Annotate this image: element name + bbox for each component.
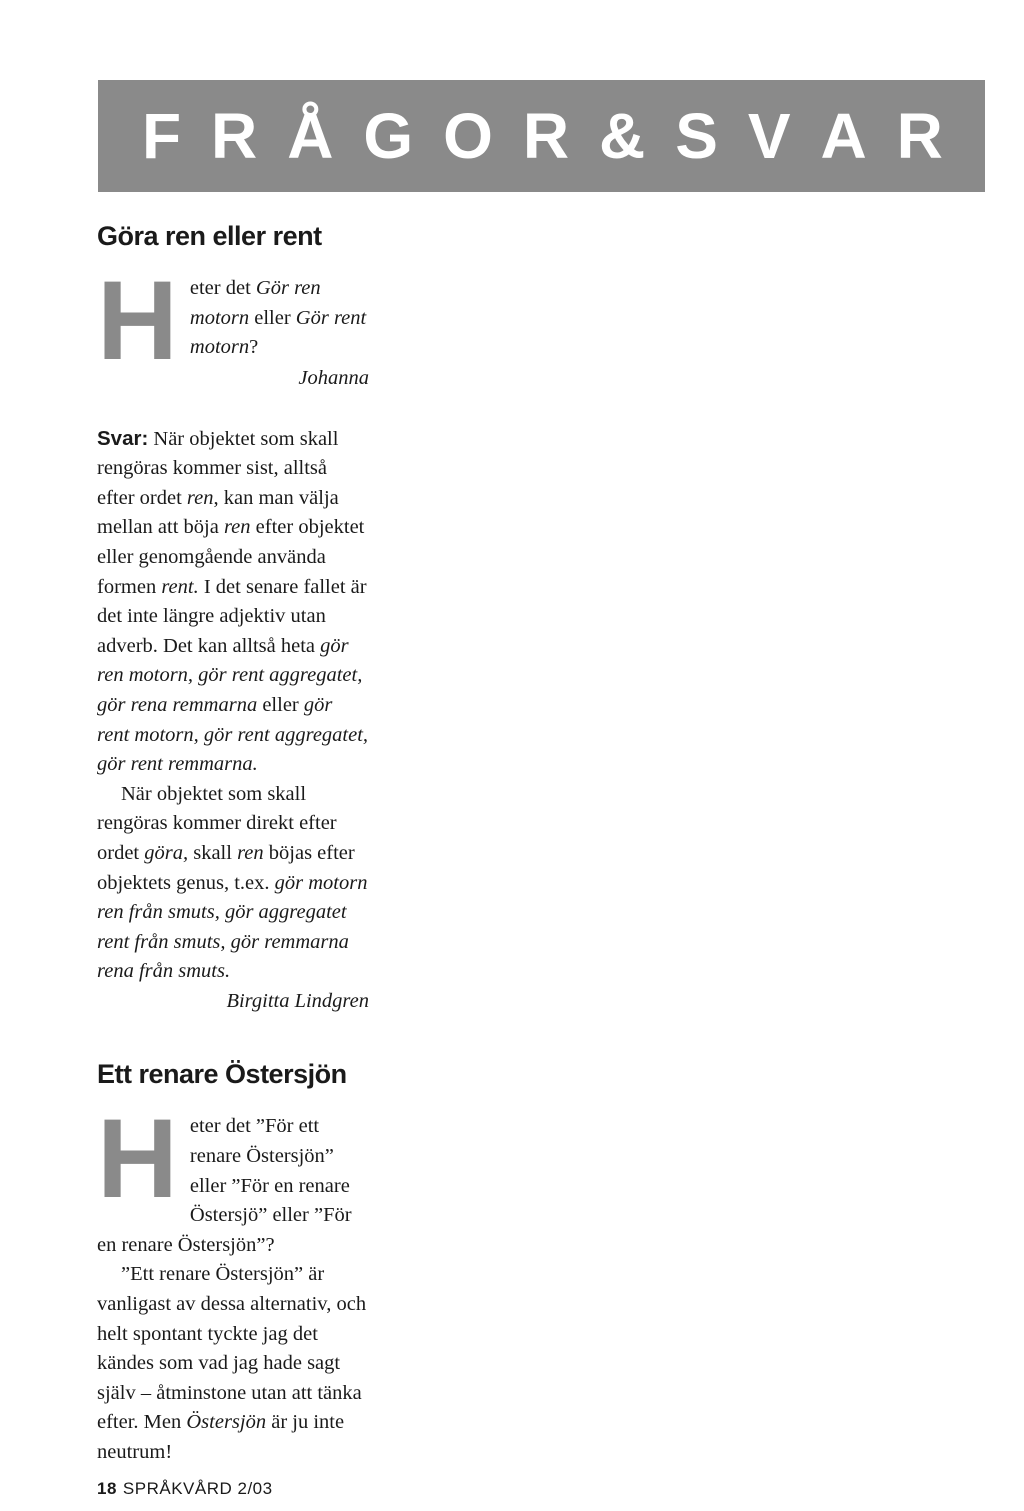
banner-letter: F <box>142 100 182 172</box>
article-1-paragraph: När objektet som skall rengöras kommer direkt efter ordet göra, skall ren böjas efter objektets genus, t.ex. gör motorn ren från smuts, gör aggregatet rent från smuts, gör remmarna rena från smuts. <box>97 782 368 983</box>
drop-cap: H <box>97 1096 178 1222</box>
journal-issue: SPRÅKVÅRD 2/03 <box>122 1479 273 1498</box>
column-1 <box>97 218 369 1468</box>
banner-letter: Å <box>287 100 334 172</box>
article-1-answer: Svar: När objektet som skall rengöras kommer sist, alltså efter ordet ren, kan man välja mellan att böja ren efter objektet eller genomgående använda formen rent. I det senare fallet är det inte längre adjektiv utan adverb. Det kan alltså heta gör ren motorn, gör rent aggregatet, gör rena remmarna eller gör rent motorn, gör rent aggregatet, gör rent remmarna. <box>97 426 369 776</box>
banner-letter: O <box>443 100 493 172</box>
banner-letter: A <box>820 100 867 172</box>
answer-signature: Birgitta Lindgren <box>226 989 369 1012</box>
page-number: 18 <box>97 1479 117 1498</box>
banner-letter: S <box>675 100 718 172</box>
banner-letter: G <box>363 100 414 172</box>
article-2-question: Heter det ”För ett renare Östersjön” eller ”För en renare Östersjö” eller ”För en renare Östersjön”? <box>97 1096 352 1256</box>
page-footer <box>97 1479 273 1499</box>
banner-letter: R <box>522 100 570 172</box>
drop-cap: H <box>97 258 178 383</box>
article-2-heading: Ett renare Östersjön <box>97 1059 347 1090</box>
section-banner <box>98 80 985 192</box>
banner-letter: R <box>896 100 943 172</box>
banner-letter: R <box>211 100 258 172</box>
article-2-question-cont: ”Ett renare Östersjön” är vanligast av dessa alternativ, och helt spontant tyckte jag det kändes som vad jag hade sagt själv – åtminstone utan att tänka efter. Men Östersjön är ju inte neutrum! <box>97 1263 367 1463</box>
question-signature: Johanna <box>298 367 369 389</box>
banner-letter: V <box>747 100 791 172</box>
article-1-heading: Göra ren eller rent <box>97 221 322 251</box>
article-1-question: Heter det Gör ren motorn eller Gör rent motorn? <box>97 258 367 383</box>
banner-letter: & <box>599 100 646 172</box>
